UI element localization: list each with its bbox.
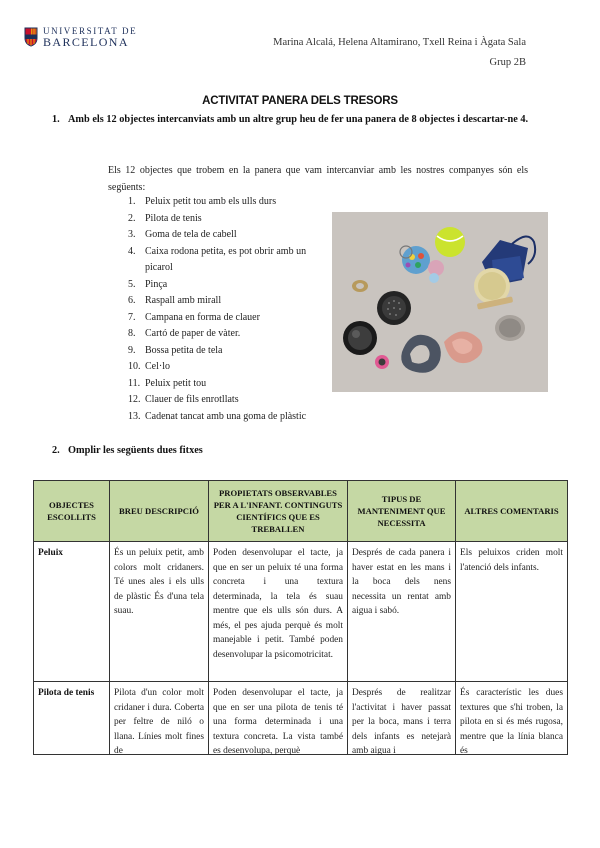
- list-item-label: Cel·lo: [145, 361, 170, 372]
- list-item-label: Cadenat tancat amb una goma de plàstic: [145, 410, 307, 422]
- properties-cell-text: Poden desenvolupar el tacte, ja que en ser una pilota de tenis té una forma determinada i una textura concreta. La vista també es desenvolupa, perquè: [213, 688, 343, 756]
- list-item: [128, 409, 328, 426]
- group-label: Grup 2B: [489, 57, 526, 68]
- list-item-label: Cartó de paper de vàter.: [145, 328, 241, 339]
- list-item-number: 4.: [128, 245, 136, 257]
- properties-cell: Poden desenvolupar el tacte, ja que en ser un peluix té una forma concreta i una textura determinada, la tela és suau mentre que els ulls són durs. A més, el pes ajuda perquè és molt manejable i petit. També poden desenvolupar la psicomotricitat.: [209, 542, 348, 682]
- object-cell-text: Pilota de tenis: [38, 688, 95, 698]
- description-cell-text: Pilota d'un color molt cridaner i dura. Coberta per feltre de niló o llana. Línies molt fines de: [114, 688, 204, 756]
- question-1-number: 1.: [52, 114, 60, 125]
- list-item-label: Bossa petita de tela: [145, 344, 223, 356]
- list-item: [128, 343, 328, 360]
- question-2-text: Omplir les següents dues fitxes: [68, 445, 203, 456]
- description-cell: [110, 682, 209, 755]
- column-header: BREU DESCRIPCIÓ: [110, 481, 209, 542]
- maintenance-cell: Després de cada panera i haver estat en les mans i la boca dels nens necessita un rentat amb aigua i sabó.: [348, 542, 456, 682]
- maintenance-cell-text: Després de realitzar l'activitat i haver passat per la boca, mans i terra dels infants es netejarà amb aigua i: [352, 688, 451, 756]
- list-item-number: 10.: [128, 361, 141, 372]
- list-item-number: 5.: [128, 278, 136, 290]
- comments-cell: Els peluixos criden molt l'atenció dels infants.: [456, 542, 568, 682]
- list-item: [128, 194, 328, 211]
- list-item-label: Raspall amb mirall: [145, 295, 222, 306]
- list-item: [128, 392, 328, 409]
- list-item-number: 11.: [128, 377, 141, 389]
- list-item: [128, 376, 328, 393]
- list-item-label: Goma de tela de cabell: [145, 229, 237, 240]
- list-item-label: Campana en forma de clauer: [145, 311, 260, 323]
- list-item-number: 9.: [128, 344, 136, 356]
- list-item: [128, 326, 328, 343]
- maintenance-cell: [348, 682, 456, 755]
- objects-list: [128, 194, 328, 425]
- list-item-number: 3.: [128, 229, 136, 240]
- list-item-number: 6.: [128, 295, 136, 306]
- list-item-number: 13.: [128, 410, 141, 422]
- column-header: TIPUS DE MANTENIMENT QUE NECESSITA: [348, 481, 456, 542]
- list-item-label: Pinça: [145, 278, 168, 290]
- table-row: [34, 542, 568, 682]
- question-2: [52, 445, 203, 456]
- question-2-number: 2.: [52, 445, 60, 456]
- comments-cell-text: És característic les dues textures que s'hi troben, la pilota en si és més rugosa, mentre que la línia blanca és: [460, 688, 563, 756]
- list-item: [128, 277, 328, 294]
- list-item: [128, 359, 328, 376]
- list-item-number: 7.: [128, 311, 136, 323]
- list-item: [128, 310, 328, 327]
- object-cell: Peluix: [34, 542, 110, 682]
- logo-line-1: UNIVERSITAT DE: [43, 26, 138, 36]
- list-item: [128, 244, 328, 277]
- authors-line: Marina Alcalá, Helena Altamirano, Txell Reina i Àgata Sala: [273, 37, 526, 48]
- table-header-row: [34, 481, 568, 542]
- intro-paragraph: Els 12 objectes que trobem en la panera que vam intercanviar amb les nostres companyes són els següents:: [108, 165, 528, 193]
- column-header: ALTRES COMENTARIS: [456, 481, 568, 542]
- list-item-label: Clauer de fils enrotllats: [145, 394, 239, 405]
- list-item-label: Pilota de tenis: [145, 212, 202, 224]
- list-item-number: 2.: [128, 212, 136, 224]
- university-logo: [24, 26, 137, 48]
- column-header: PROPIETATS OBSERVABLES PER A L'INFANT. CONTINGUTS CIENTÍFICS QUE ES TREBALLEN: [209, 481, 348, 542]
- question-1: [52, 111, 530, 129]
- description-cell: És un peluix petit, amb colors molt cridaners. Té unes ales i els ulls de plàstic És d'una tela suau.: [110, 542, 209, 682]
- question-1-text: Amb els 12 objectes intercanviats amb un altre grup heu de fer una panera de 8 objectes i descartar-ne 4.: [68, 114, 529, 125]
- properties-cell: [209, 682, 348, 755]
- list-item-number: 1.: [128, 196, 136, 207]
- table-row: [34, 682, 568, 755]
- object-cell: [34, 682, 110, 755]
- list-item-label: Caixa rodona petita, es pot obrir amb un picarol: [145, 245, 307, 273]
- list-item-label: Peluix petit tou amb els ulls durs: [145, 196, 277, 207]
- list-item: [128, 227, 328, 244]
- list-item-number: 8.: [128, 328, 136, 339]
- objects-table: [33, 480, 568, 755]
- list-item: [128, 293, 328, 310]
- list-item: [128, 211, 328, 228]
- list-item-number: 12.: [128, 394, 141, 405]
- page-title: ACTIVITAT PANERA DELS TRESORS: [202, 95, 398, 107]
- university-shield-icon: [24, 27, 38, 47]
- list-item-label: Peluix petit tou: [145, 377, 207, 389]
- column-header: OBJECTES ESCOLLITS: [34, 481, 110, 542]
- comments-cell: [456, 682, 568, 755]
- logo-line-2: BARCELONA: [43, 35, 129, 49]
- treasure-basket-photo: [332, 212, 548, 392]
